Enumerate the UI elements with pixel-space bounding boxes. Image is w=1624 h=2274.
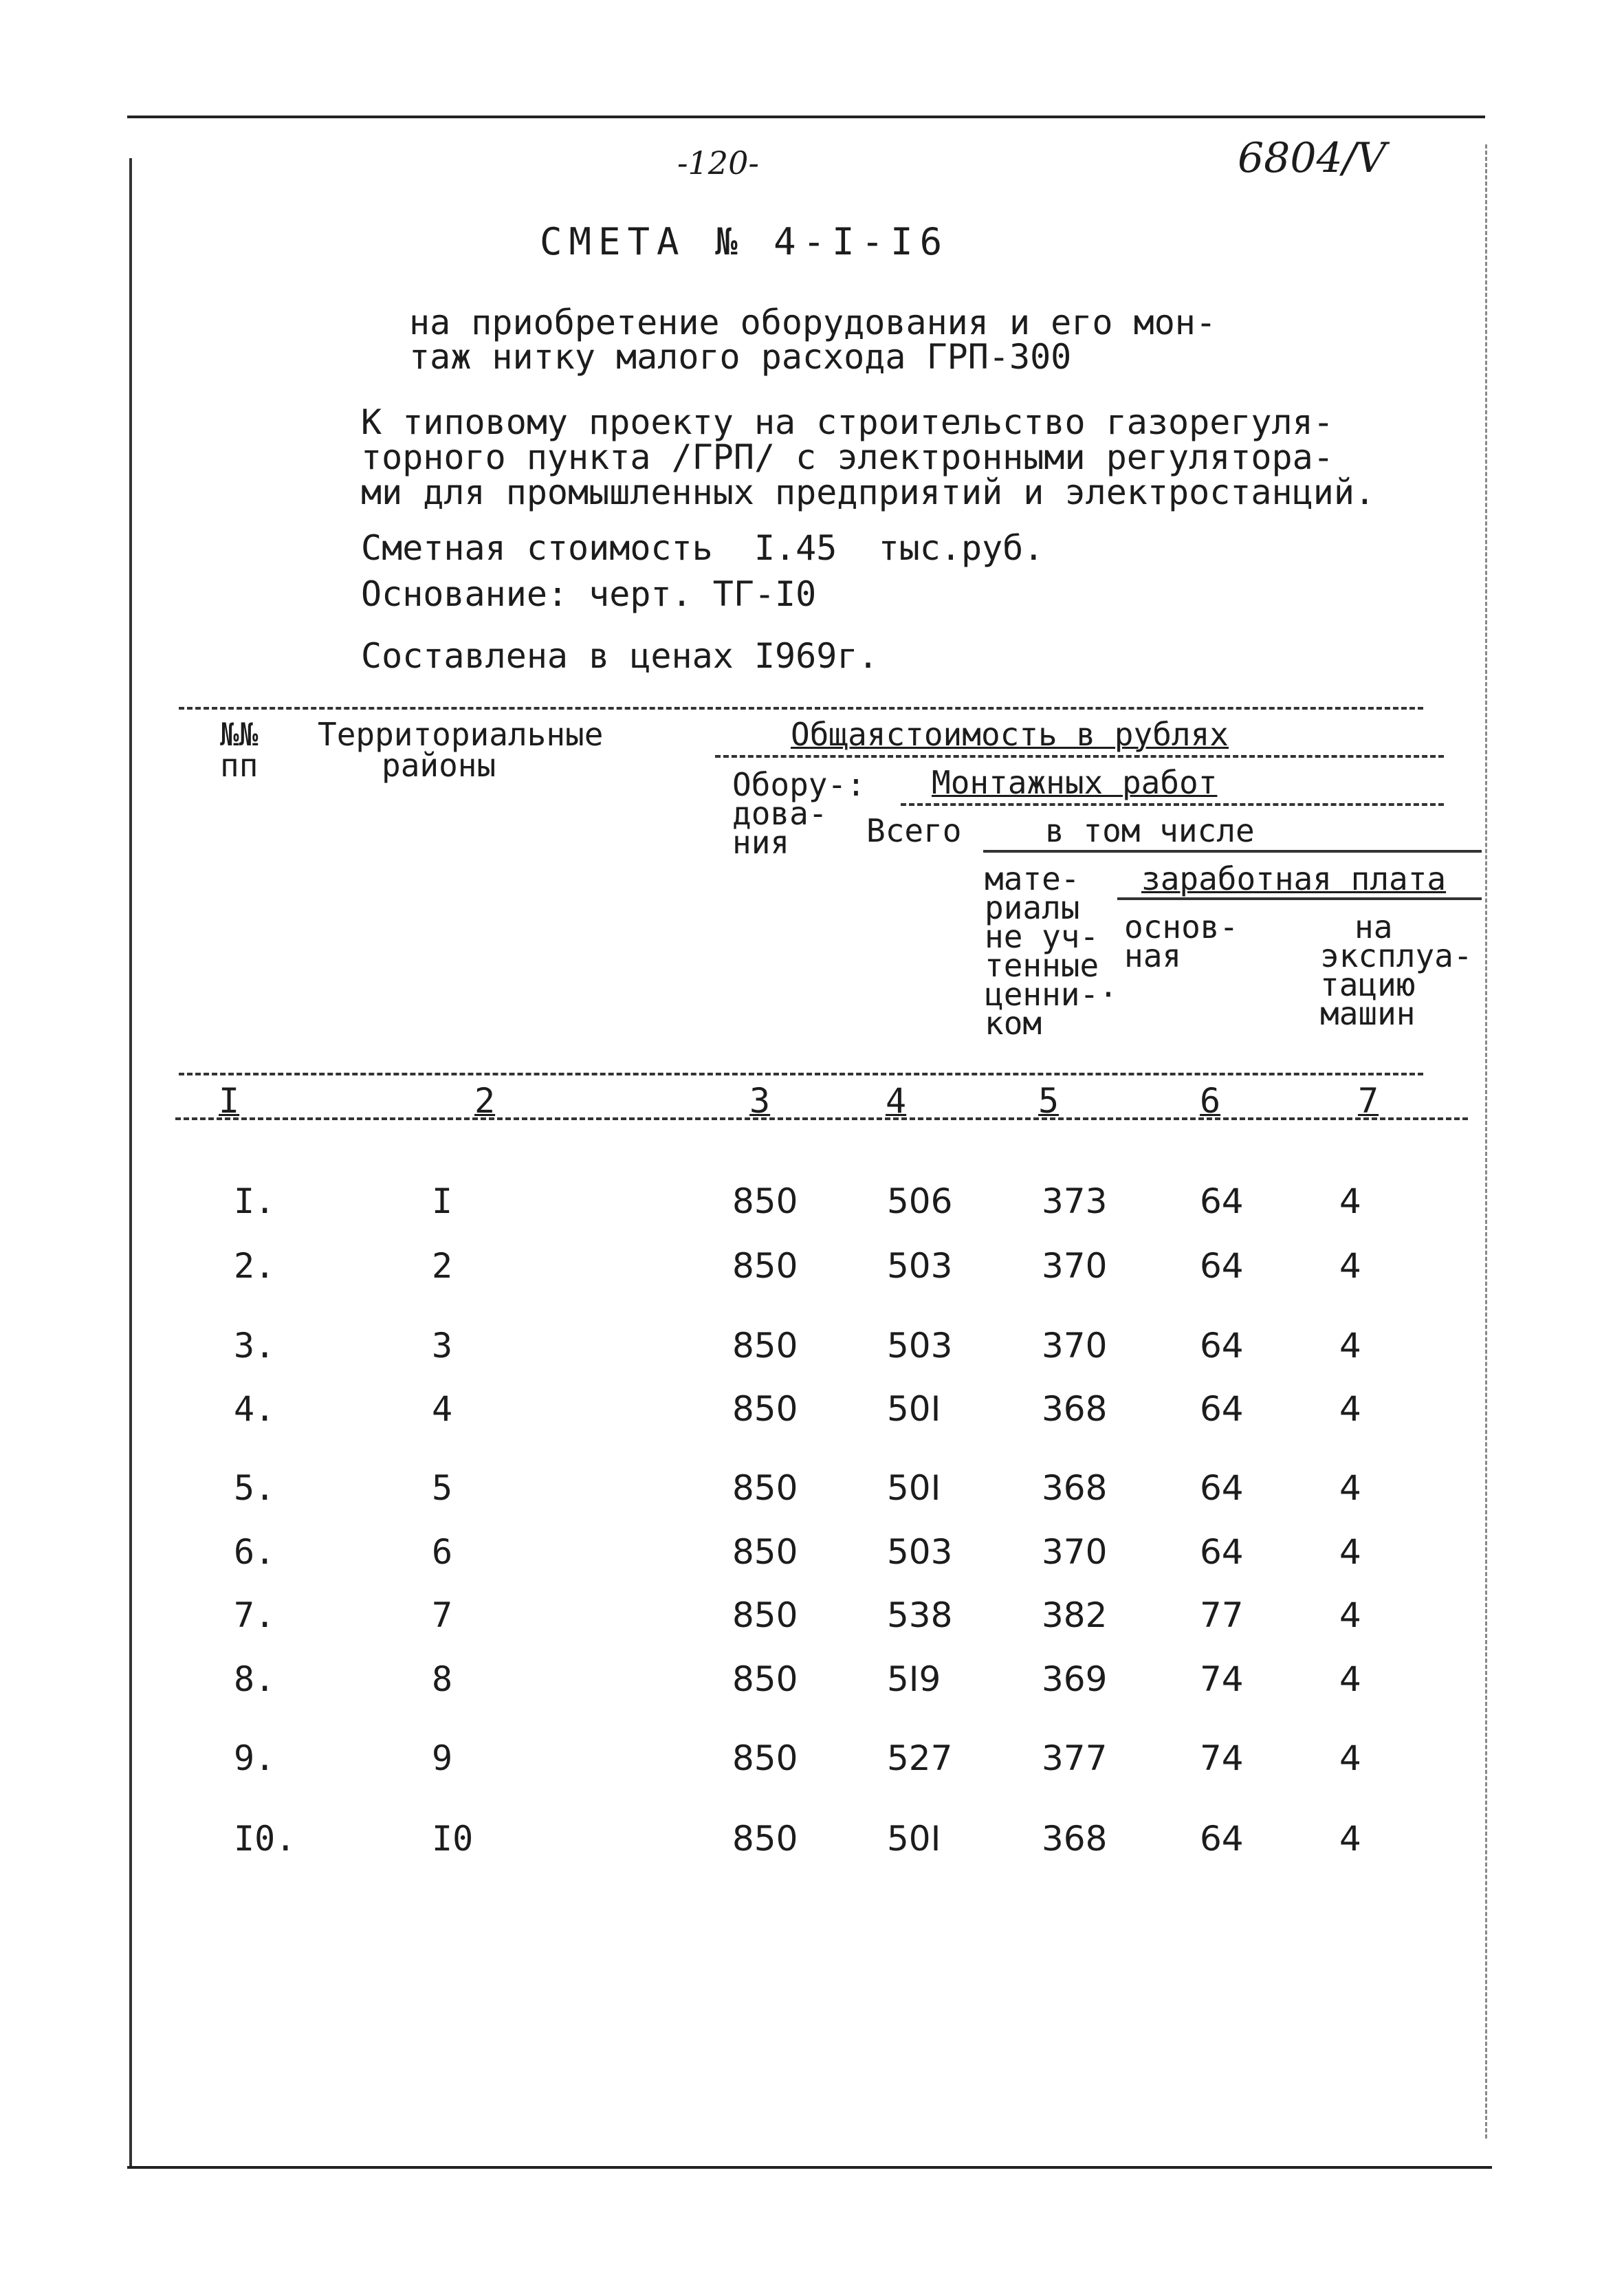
header-line-including [983, 850, 1482, 853]
cell-materials-cost: 370 [1042, 1326, 1108, 1366]
cell-basic-wages: 64 [1200, 1532, 1244, 1572]
cell-materials-cost: 370 [1042, 1246, 1108, 1286]
header-bottom-line [179, 1073, 1423, 1075]
cell-installation-total: 538 [887, 1595, 953, 1635]
column-number-3: 3 [749, 1081, 771, 1121]
cell-row-number: 5. [234, 1468, 276, 1508]
header-line-install [901, 803, 1444, 806]
cell-basic-wages: 64 [1200, 1468, 1244, 1508]
project-line-3: ми для промышленных предприятий и электростанций. [361, 472, 1376, 512]
column-number-line [175, 1117, 1468, 1120]
header-total-cost: Общаястоимость в рублях [791, 716, 1229, 753]
estimated-cost: Сметная стоимость I.45 тыс.руб. [361, 528, 1044, 568]
header-regions-1: Территориальные [318, 716, 604, 753]
header-equipment-2: дова- [732, 795, 828, 832]
cell-equipment-cost: 850 [732, 1246, 798, 1286]
cell-row-number: 7. [234, 1595, 276, 1635]
document-title: СМЕТА № 4-I-I6 [540, 220, 950, 263]
cell-materials-cost: 368 [1042, 1389, 1108, 1429]
cell-machine-wages: 4 [1339, 1595, 1361, 1635]
cell-row-number: I. [234, 1181, 276, 1221]
cell-region: 4 [432, 1389, 453, 1429]
cell-machine-wages: 4 [1339, 1389, 1361, 1429]
basis: Основание: черт. ТГ-I0 [361, 574, 817, 614]
cell-materials-cost: 369 [1042, 1659, 1108, 1699]
cell-equipment-cost: 850 [732, 1181, 798, 1221]
header-line-wages [1117, 897, 1482, 900]
cell-equipment-cost: 850 [732, 1738, 798, 1778]
column-number-4: 4 [886, 1081, 907, 1121]
cell-installation-total: 503 [887, 1532, 953, 1572]
cell-materials-cost: 370 [1042, 1532, 1108, 1572]
subtitle-line-2: таж нитку малого расхода ГРП-300 [409, 337, 1072, 377]
cell-equipment-cost: 850 [732, 1819, 798, 1859]
header-equipment-3: ния [732, 824, 790, 861]
cell-materials-cost: 377 [1042, 1738, 1108, 1778]
cell-row-number: 8. [234, 1659, 276, 1699]
header-basic-1: основ- [1124, 908, 1239, 945]
header-basic-2: ная [1124, 937, 1182, 974]
cell-machine-wages: 4 [1339, 1468, 1361, 1508]
frame-top-line [127, 116, 1485, 118]
cell-basic-wages: 64 [1200, 1246, 1244, 1286]
cell-machine-wages: 4 [1339, 1532, 1361, 1572]
cell-equipment-cost: 850 [732, 1659, 798, 1699]
prices-year: Составлена в ценах I969г. [361, 636, 879, 676]
column-number-6: 6 [1200, 1081, 1221, 1121]
cell-basic-wages: 74 [1200, 1738, 1244, 1778]
cell-materials-cost: 373 [1042, 1181, 1108, 1221]
archive-number: 6804/V [1238, 134, 1387, 182]
column-number-7: 7 [1358, 1081, 1379, 1121]
cell-installation-total: 50I [887, 1468, 941, 1508]
frame-right-line [1485, 144, 1487, 2139]
cell-row-number: 6. [234, 1532, 276, 1572]
cell-region: 9 [432, 1738, 453, 1778]
cell-region: 2 [432, 1246, 453, 1286]
cell-row-number: 2. [234, 1246, 276, 1286]
cell-region: I [432, 1181, 453, 1221]
cell-installation-total: 50I [887, 1389, 941, 1429]
header-line-total [715, 755, 1444, 758]
cell-region: 6 [432, 1532, 453, 1572]
page-number: -120- [677, 144, 759, 182]
cell-machine-wages: 4 [1339, 1738, 1361, 1778]
header-wages: заработная плата [1141, 860, 1447, 897]
cell-machine-wages: 4 [1339, 1326, 1361, 1366]
header-materials-1: мате- [985, 860, 1080, 897]
cell-basic-wages: 77 [1200, 1595, 1244, 1635]
column-number-1: I [219, 1081, 240, 1121]
header-materials-2: риалы [985, 889, 1080, 926]
header-regions-2: районы [382, 747, 496, 784]
header-machines-3: тацию [1320, 966, 1416, 1003]
cell-basic-wages: 74 [1200, 1659, 1244, 1699]
header-total: Всего [866, 812, 962, 849]
cell-materials-cost: 368 [1042, 1468, 1108, 1508]
header-materials-6: ком [985, 1005, 1042, 1042]
header-materials-5: ценни-· [985, 976, 1118, 1013]
cell-basic-wages: 64 [1200, 1181, 1244, 1221]
header-machines-1: на [1354, 908, 1393, 945]
subtitle-line-1: на приобретение оборудования и его мон- [409, 303, 1216, 342]
cell-row-number: 9. [234, 1738, 276, 1778]
cell-installation-total: 5I9 [887, 1659, 941, 1699]
cell-basic-wages: 64 [1200, 1819, 1244, 1859]
cell-region: I0 [432, 1819, 474, 1859]
cell-equipment-cost: 850 [732, 1532, 798, 1572]
cell-materials-cost: 382 [1042, 1595, 1108, 1635]
frame-left-line [129, 158, 132, 2166]
cell-machine-wages: 4 [1339, 1246, 1361, 1286]
header-num-1: №№ [220, 716, 259, 753]
cell-region: 8 [432, 1659, 453, 1699]
cell-installation-total: 503 [887, 1326, 953, 1366]
cell-materials-cost: 368 [1042, 1819, 1108, 1859]
cell-installation-total: 527 [887, 1738, 953, 1778]
cell-installation-total: 50I [887, 1819, 941, 1859]
cell-machine-wages: 4 [1339, 1181, 1361, 1221]
cell-basic-wages: 64 [1200, 1389, 1244, 1429]
frame-bottom-line [127, 2166, 1492, 2169]
cell-installation-total: 506 [887, 1181, 953, 1221]
project-line-1: К типовому проекту на строительство газорегуля- [361, 402, 1334, 442]
cell-basic-wages: 64 [1200, 1326, 1244, 1366]
cell-region: 3 [432, 1326, 453, 1366]
cell-row-number: 4. [234, 1389, 276, 1429]
header-num-2: пп [220, 747, 259, 784]
cell-machine-wages: 4 [1339, 1659, 1361, 1699]
header-equipment-1: Обору-: [732, 766, 866, 803]
column-number-2: 2 [474, 1081, 496, 1121]
cell-region: 5 [432, 1468, 453, 1508]
header-materials-3: не уч- [985, 918, 1099, 955]
cell-row-number: I0. [234, 1819, 296, 1859]
header-materials-4: тенные [985, 947, 1099, 984]
cell-equipment-cost: 850 [732, 1595, 798, 1635]
cell-equipment-cost: 850 [732, 1468, 798, 1508]
header-including: в том числе [1045, 812, 1255, 849]
cell-row-number: 3. [234, 1326, 276, 1366]
project-line-2: торного пункта /ГРП/ с электронными регулятора- [361, 437, 1334, 477]
table-top-line [179, 707, 1423, 710]
cell-equipment-cost: 850 [732, 1326, 798, 1366]
column-number-5: 5 [1038, 1081, 1060, 1121]
header-machines-2: эксплуа- [1320, 937, 1473, 974]
cell-machine-wages: 4 [1339, 1819, 1361, 1859]
header-machines-4: машин [1320, 995, 1416, 1032]
header-installation: Монтажных работ [932, 764, 1218, 801]
cell-region: 7 [432, 1595, 453, 1635]
cell-installation-total: 503 [887, 1246, 953, 1286]
cell-equipment-cost: 850 [732, 1389, 798, 1429]
